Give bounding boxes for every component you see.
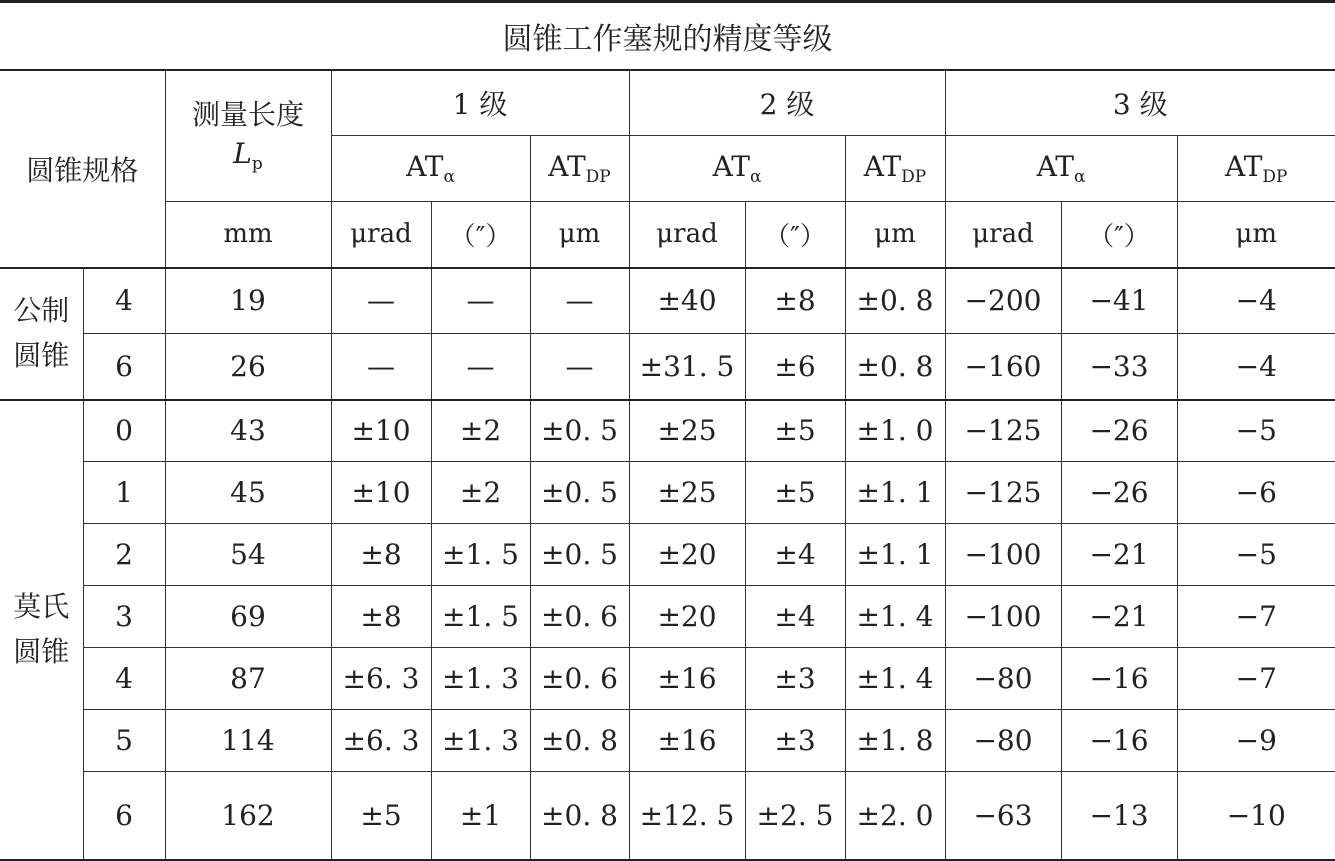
cell: ±0. 6 bbox=[530, 648, 629, 710]
cell: 43 bbox=[165, 400, 331, 462]
cell: — bbox=[431, 268, 530, 334]
cell: ±1. 1 bbox=[845, 524, 945, 586]
unit-urad: μrad bbox=[945, 202, 1061, 268]
cell: −4 bbox=[1177, 334, 1335, 400]
cell: ±0. 8 bbox=[845, 268, 945, 334]
cell: 4 bbox=[83, 648, 165, 710]
cell: ±6. 3 bbox=[331, 648, 431, 710]
cell: −200 bbox=[945, 268, 1061, 334]
at-label: AT bbox=[1225, 150, 1263, 183]
unit-um: μm bbox=[1177, 202, 1335, 268]
cell: ±5 bbox=[331, 772, 431, 860]
cell: ±1. 4 bbox=[845, 648, 945, 710]
at-label: AT bbox=[712, 150, 750, 183]
cell: −5 bbox=[1177, 524, 1335, 586]
cell: 5 bbox=[83, 710, 165, 772]
cell: ±6 bbox=[745, 334, 845, 400]
cell: ±1. 5 bbox=[431, 586, 530, 648]
unit-um: μm bbox=[530, 202, 629, 268]
cell: −26 bbox=[1061, 400, 1177, 462]
table-row bbox=[0, 268, 1335, 334]
cell: 0 bbox=[83, 400, 165, 462]
cell: −41 bbox=[1061, 268, 1177, 334]
at-sub: DP bbox=[1262, 167, 1288, 187]
cell: ±0. 6 bbox=[530, 586, 629, 648]
cell: ±6. 3 bbox=[331, 710, 431, 772]
cell: −13 bbox=[1061, 772, 1177, 860]
cell: ±0. 5 bbox=[530, 400, 629, 462]
group-name-line: 公制 bbox=[13, 293, 70, 327]
grade-1-at-alpha bbox=[331, 136, 530, 202]
cell: ±25 bbox=[629, 400, 745, 462]
grade-3-at-alpha bbox=[945, 136, 1177, 202]
cell: ±25 bbox=[629, 462, 745, 524]
cell: ±1. 4 bbox=[845, 586, 945, 648]
cell: ±16 bbox=[629, 710, 745, 772]
at-sub: α bbox=[443, 167, 455, 187]
cell: 69 bbox=[165, 586, 331, 648]
length-header bbox=[165, 70, 331, 202]
cell: 19 bbox=[165, 268, 331, 334]
length-label: 测量长度 bbox=[191, 97, 304, 131]
cell: ±5 bbox=[745, 400, 845, 462]
cell: 3 bbox=[83, 586, 165, 648]
cell: 2 bbox=[83, 524, 165, 586]
cell: −26 bbox=[1061, 462, 1177, 524]
at-label: AT bbox=[863, 150, 902, 183]
cell: ±1. 8 bbox=[845, 710, 945, 772]
cell: −100 bbox=[945, 586, 1061, 648]
table-row bbox=[0, 524, 1335, 586]
cell: −7 bbox=[1177, 648, 1335, 710]
table-row bbox=[0, 710, 1335, 772]
cell: ±3 bbox=[745, 710, 845, 772]
cell: ±1. 3 bbox=[431, 710, 530, 772]
cell: ±10 bbox=[331, 462, 431, 524]
cell: 87 bbox=[165, 648, 331, 710]
cell: −160 bbox=[945, 334, 1061, 400]
cell: ±20 bbox=[629, 586, 745, 648]
grade-2-header: 2 级 bbox=[629, 70, 945, 136]
cell: −5 bbox=[1177, 400, 1335, 462]
unit-um: μm bbox=[845, 202, 945, 268]
cell: −7 bbox=[1177, 586, 1335, 648]
cell: — bbox=[530, 334, 629, 400]
grade-1-at-dp bbox=[530, 136, 629, 202]
length-symbol-letter: L bbox=[233, 136, 252, 170]
cell: — bbox=[431, 334, 530, 400]
group-name-line: 圆锥 bbox=[13, 634, 70, 668]
cell: ±1. 1 bbox=[845, 462, 945, 524]
cell: ±1 bbox=[431, 772, 530, 860]
cell: ±10 bbox=[331, 400, 431, 462]
grade-2-at-alpha bbox=[629, 136, 845, 202]
group-name-metric bbox=[0, 268, 83, 400]
cell: 45 bbox=[165, 462, 331, 524]
cell: ±1. 5 bbox=[431, 524, 530, 586]
length-symbol bbox=[166, 134, 331, 177]
cell: −16 bbox=[1061, 648, 1177, 710]
cell: −21 bbox=[1061, 586, 1177, 648]
table-row bbox=[0, 334, 1335, 400]
cell: ±8 bbox=[745, 268, 845, 334]
cell: −63 bbox=[945, 772, 1061, 860]
cell: ±0. 8 bbox=[845, 334, 945, 400]
cell: −80 bbox=[945, 710, 1061, 772]
cell: ±1. 0 bbox=[845, 400, 945, 462]
cell: ±0. 8 bbox=[530, 772, 629, 860]
cell: −80 bbox=[945, 648, 1061, 710]
cell: −125 bbox=[945, 462, 1061, 524]
unit-mm: mm bbox=[165, 202, 331, 268]
group-name-line: 圆锥 bbox=[13, 338, 70, 372]
cell: −100 bbox=[945, 524, 1061, 586]
cell: ±3 bbox=[745, 648, 845, 710]
cell: ±2 bbox=[431, 400, 530, 462]
header-row-grades bbox=[0, 70, 1335, 136]
cell: — bbox=[530, 268, 629, 334]
at-label: AT bbox=[406, 150, 444, 183]
unit-sec: （″） bbox=[745, 202, 845, 268]
cell: 162 bbox=[165, 772, 331, 860]
cell: −4 bbox=[1177, 268, 1335, 334]
cell: −16 bbox=[1061, 710, 1177, 772]
cell: 54 bbox=[165, 524, 331, 586]
unit-urad: μrad bbox=[629, 202, 745, 268]
cell: ±0. 5 bbox=[530, 462, 629, 524]
cell: ±12. 5 bbox=[629, 772, 745, 860]
cell: 1 bbox=[83, 462, 165, 524]
cell: ±1. 3 bbox=[431, 648, 530, 710]
table-row bbox=[0, 648, 1335, 710]
grade-1-header: 1 级 bbox=[331, 70, 629, 136]
cell: 114 bbox=[165, 710, 331, 772]
at-sub: α bbox=[749, 167, 762, 187]
cell: −21 bbox=[1061, 524, 1177, 586]
at-sub: α bbox=[1073, 167, 1086, 187]
cell: ±0. 8 bbox=[530, 710, 629, 772]
at-label: AT bbox=[1036, 150, 1074, 183]
at-sub: DP bbox=[585, 167, 611, 187]
cell: ±5 bbox=[745, 462, 845, 524]
title-row bbox=[0, 2, 1335, 70]
unit-sec: （″） bbox=[431, 202, 530, 268]
cell: ±40 bbox=[629, 268, 745, 334]
at-label: AT bbox=[548, 150, 586, 183]
table-row bbox=[0, 400, 1335, 462]
cone-spec-header: 圆锥规格 bbox=[0, 70, 165, 268]
cell: 6 bbox=[83, 334, 165, 400]
grade-3-at-dp bbox=[1177, 136, 1335, 202]
cell: ±16 bbox=[629, 648, 745, 710]
grade-3-header: 3 级 bbox=[945, 70, 1335, 136]
table-row bbox=[0, 462, 1335, 524]
cell: 26 bbox=[165, 334, 331, 400]
cell: ±31. 5 bbox=[629, 334, 745, 400]
group-name-morse bbox=[0, 400, 83, 860]
cell: ±4 bbox=[745, 586, 845, 648]
cell: −125 bbox=[945, 400, 1061, 462]
at-sub: DP bbox=[901, 167, 927, 187]
header-row-units bbox=[0, 202, 1335, 268]
length-symbol-sub: p bbox=[251, 153, 263, 174]
cell: −6 bbox=[1177, 462, 1335, 524]
group-name-line: 莫氏 bbox=[13, 589, 70, 623]
cell: ±2 bbox=[431, 462, 530, 524]
cell: ±2. 5 bbox=[745, 772, 845, 860]
cell: −9 bbox=[1177, 710, 1335, 772]
unit-sec: （″） bbox=[1061, 202, 1177, 268]
grade-2-at-dp bbox=[845, 136, 945, 202]
cell: — bbox=[331, 334, 431, 400]
cell: ±2. 0 bbox=[845, 772, 945, 860]
cell: — bbox=[331, 268, 431, 334]
table-row bbox=[0, 586, 1335, 648]
table-row bbox=[0, 772, 1335, 860]
cell: ±0. 5 bbox=[530, 524, 629, 586]
cell: ±8 bbox=[331, 524, 431, 586]
unit-urad: μrad bbox=[331, 202, 431, 268]
cell: ±20 bbox=[629, 524, 745, 586]
cell: 4 bbox=[83, 268, 165, 334]
cell: ±8 bbox=[331, 586, 431, 648]
cell: ±4 bbox=[745, 524, 845, 586]
cell: −10 bbox=[1177, 772, 1335, 860]
cell: 6 bbox=[83, 772, 165, 860]
table-title: 圆锥工作塞规的精度等级 bbox=[0, 2, 1335, 70]
cell: −33 bbox=[1061, 334, 1177, 400]
